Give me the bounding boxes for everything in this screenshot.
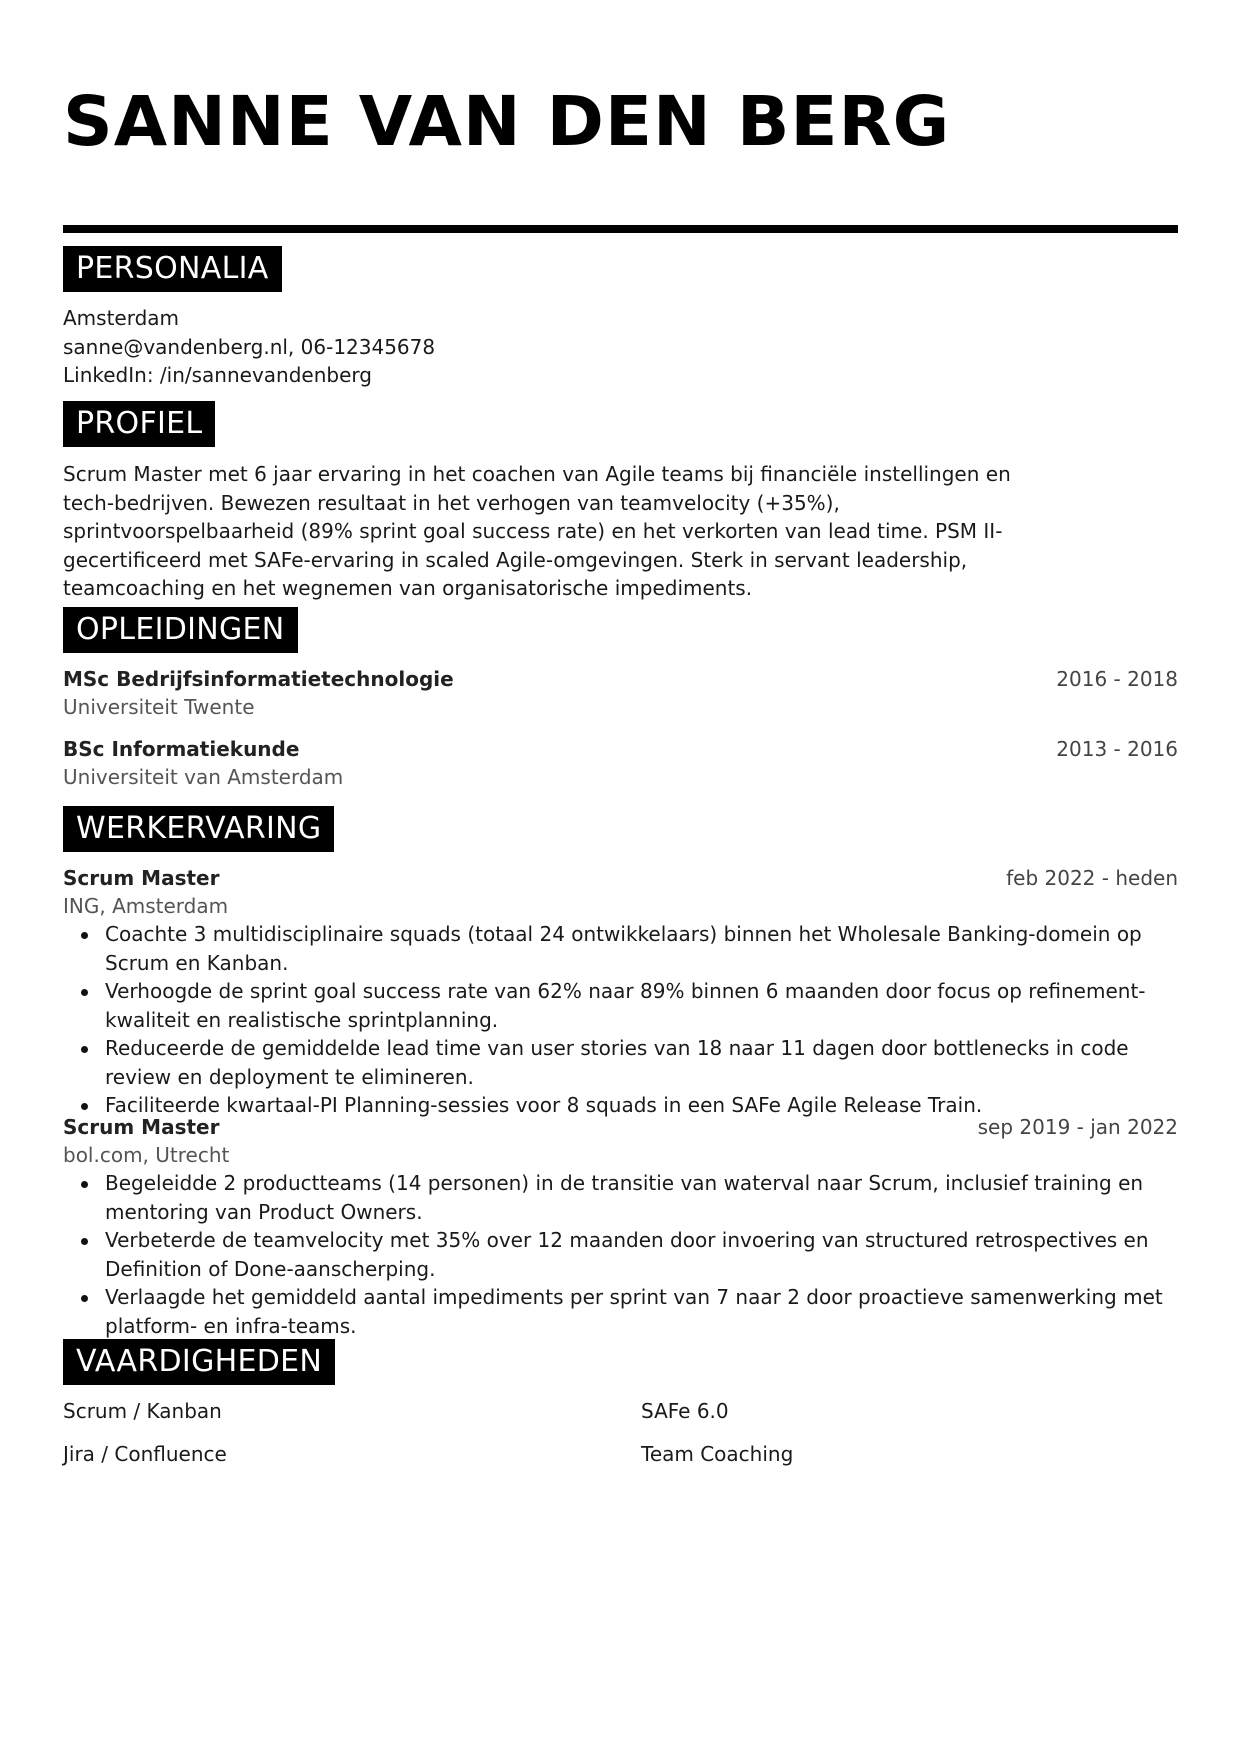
job-date: sep 2019 - jan 2022	[977, 1115, 1178, 1139]
section-heading-werkervaring: WERKERVARING	[63, 806, 334, 852]
achievement-bullet: Coachte 3 multidisciplinaire squads (totaal 24 ontwikkelaars) binnen het Wholesale Banking-domein op Scrum en Kanban.	[105, 920, 1178, 977]
achievement-bullet: Verbeterde de teamvelocity met 35% over 12 maanden door invoering van structured retrospectives en Definition of Done-aanscherping.	[105, 1226, 1178, 1283]
education-item	[63, 665, 1178, 721]
profile-summary: Scrum Master met 6 jaar ervaring in het coachen van Agile teams bij financiële instellingen en tech-bedrijven. Bewezen resultaat in het verhogen van teamvelocity (+35%), sprintvoorspelbaarheid (89% sprint goal success rate) en het verkorten van lead time. PSM II-gecertificeerd met SAFe-ervaring in scaled Agile-omgevingen. Sterk in servant leadership, teamcoaching en het wegnemen van organisatorische impediments.	[63, 462, 1011, 600]
education-title: BSc Informatiekunde	[63, 737, 300, 761]
skill-item: Team Coaching	[641, 1442, 794, 1466]
education-date: 2016 - 2018	[1056, 667, 1178, 691]
header-divider	[63, 225, 1178, 233]
education-school: Universiteit Twente	[63, 695, 255, 719]
skill-item: Scrum / Kanban	[63, 1399, 222, 1423]
achievement-bullet: Reduceerde de gemiddelde lead time van user stories van 18 naar 11 dagen door bottlenecks in code review en deployment te elimineren.	[105, 1034, 1178, 1091]
section-heading-vaardigheden: VAARDIGHEDEN	[63, 1339, 335, 1385]
work-item	[63, 864, 1178, 1120]
achievement-bullet: Verhoogde de sprint goal success rate van 62% naar 89% binnen 6 maanden door focus op refinement-kwaliteit en realistische sprintplanning.	[105, 977, 1178, 1034]
candidate-name: SANNE VAN DEN BERG	[63, 82, 951, 162]
section-heading-opleidingen: OPLEIDINGEN	[63, 607, 298, 653]
education-title: MSc Bedrijfsinformatietechnologie	[63, 667, 454, 691]
education-school: Universiteit van Amsterdam	[63, 765, 344, 789]
education-item	[63, 735, 1178, 791]
city: Amsterdam	[63, 306, 180, 330]
section-heading-personalia: PERSONALIA	[63, 246, 282, 292]
job-achievements	[63, 1169, 1178, 1340]
education-date: 2013 - 2016	[1056, 737, 1178, 761]
skill-item: SAFe 6.0	[641, 1399, 729, 1423]
work-item	[63, 1113, 1178, 1340]
achievement-bullet: Faciliteerde kwartaal-PI Planning-sessies voor 8 squads in een SAFe Agile Release Train.	[105, 1091, 1178, 1120]
job-title: Scrum Master	[63, 866, 220, 890]
linkedin: LinkedIn: /in/sannevandenberg	[63, 363, 372, 387]
personalia-block	[63, 304, 1178, 390]
job-company: ING, Amsterdam	[63, 894, 229, 918]
section-heading-profiel: PROFIEL	[63, 401, 215, 447]
job-company: bol.com, Utrecht	[63, 1143, 230, 1167]
skill-item: Jira / Confluence	[63, 1442, 227, 1466]
contact-info: sanne@vandenberg.nl, 06-12345678	[63, 334, 436, 359]
job-title: Scrum Master	[63, 1115, 220, 1139]
achievement-bullet: Verlaagde het gemiddeld aantal impediments per sprint van 7 naar 2 door proactieve samenwerking met platform- en infra-teams.	[105, 1283, 1178, 1340]
job-achievements	[63, 920, 1178, 1120]
job-date: feb 2022 - heden	[1006, 866, 1178, 890]
achievement-bullet: Begeleidde 2 productteams (14 personen) in de transitie van waterval naar Scrum, inclusief training en mentoring van Product Owners.	[105, 1169, 1178, 1226]
